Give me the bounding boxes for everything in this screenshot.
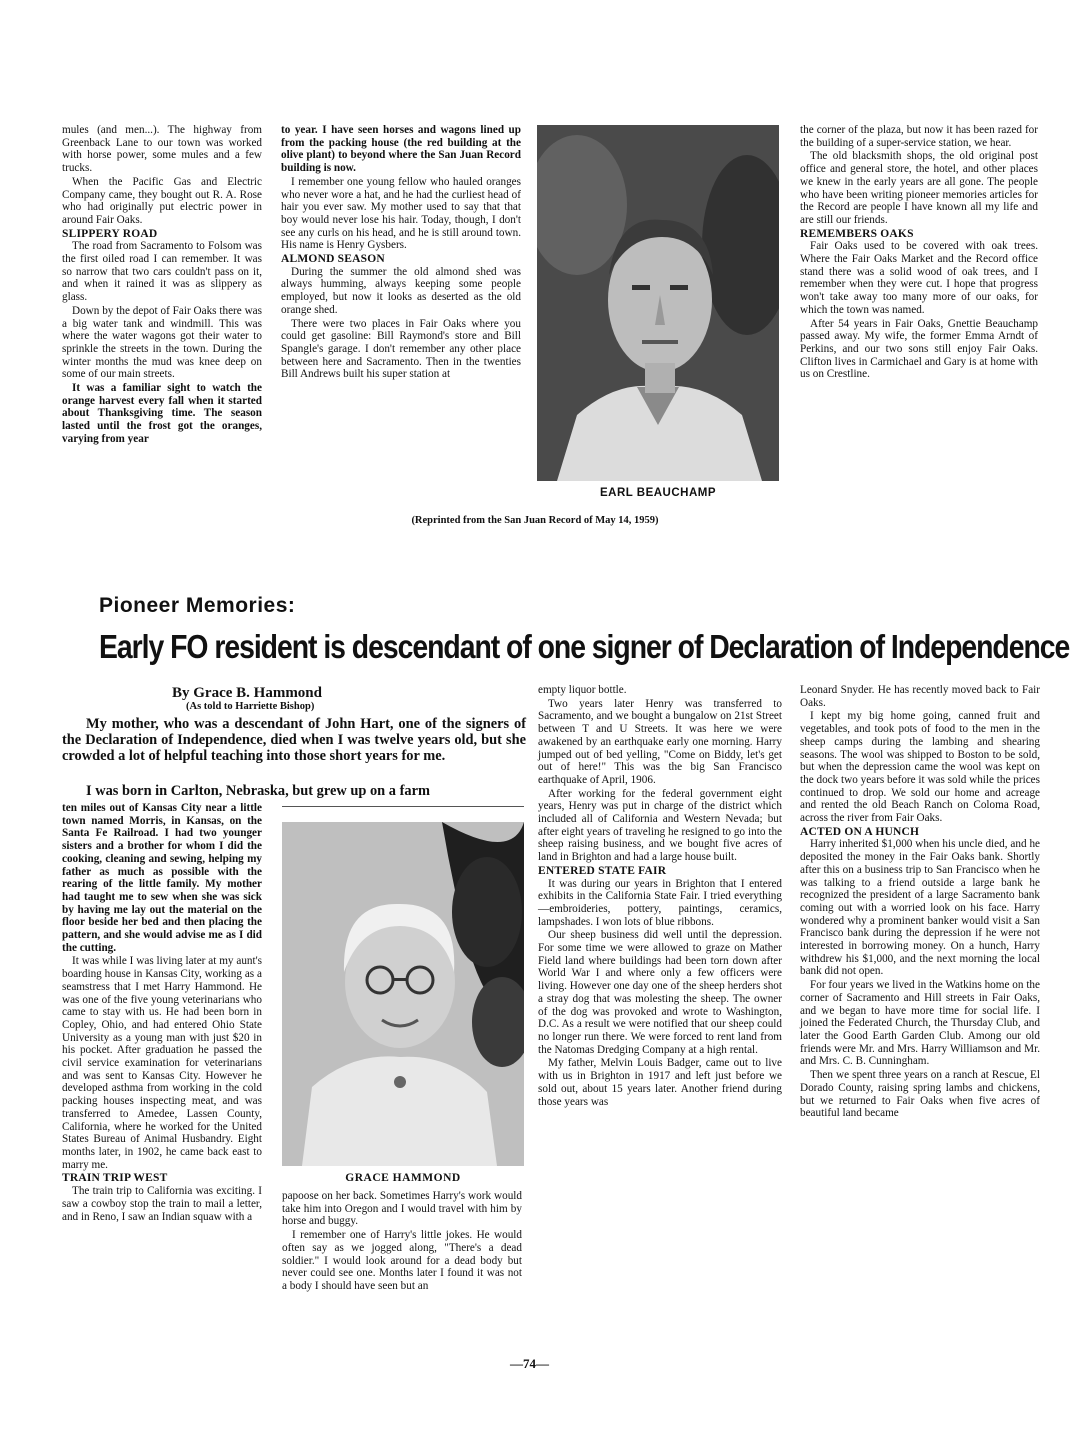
paragraph: After 54 years in Fair Oaks, Gnettie Beauchamp passed away. My wife, the former Emma Arndt of Perkins, and our two sons still enjoy Fair Oaks. Clifton lives in Carmichael and Gary is at home with us on Crestline. xyxy=(800,317,1038,381)
intro-paragraph-1: My mother, who was a descendant of John Hart, one of the signers of the Declaration of Independence, died when I was twelve years old, but she crowded a lot of helpful teaching into those short years for me. xyxy=(62,716,526,764)
bottom-column-2 xyxy=(282,1190,522,1294)
paragraph: Down by the depot of Fair Oaks there was a big water tank and windmill. This was where the water wagons got their water to sprinkle the streets in the town. During the winter months the mud was knee deep on some of our main streets. xyxy=(62,304,262,381)
portrait-man-icon xyxy=(537,125,779,481)
top-column-2 xyxy=(281,124,521,382)
paragraph: Leonard Snyder. He has recently moved back to Fair Oaks. xyxy=(800,684,1040,709)
section-heading: SLIPPERY ROAD xyxy=(62,227,158,240)
earl-beauchamp-photo xyxy=(537,125,779,481)
section-heading: TRAIN TRIP WEST xyxy=(62,1172,168,1185)
paragraph: papoose on her back. Sometimes Harry's work would take him into Oregon and I would travel with him by horse and buggy. xyxy=(282,1190,522,1228)
paragraph: The road from Sacramento to Folsom was the first oiled road I can remember. It was so narrow that two cars couldn't pass on it, and when it rained it was as slippery as glass. xyxy=(62,240,262,304)
as-told-credit: (As told to Harriette Bishop) xyxy=(186,701,315,712)
section-heading: ALMOND SEASON xyxy=(281,253,385,266)
paragraph: I remember one of Harry's little jokes. He would often say as we jogged along, "There's a dead soldier." I would look around for a dead body but never could see one. Months later I found it was not a body I should have seen but an xyxy=(282,1229,522,1292)
paragraph: My father, Melvin Louis Badger, came out to live with us in Brighton in 1917 and left just before we sold out, about 15 years later. Another friend during those years was xyxy=(538,1057,782,1108)
bottom-column-1 xyxy=(62,802,262,1224)
paragraph: Fair Oaks used to be covered with oak trees. Where the Fair Oaks Market and the Record office stand there was a solid wood of oak trees, and I remember when they were cut. I hope that progress won't take away too many more of our oaks, for which the town was named. xyxy=(800,240,1038,316)
paragraph: Our sheep business did well until the depression. For some time we were allowed to graze on Mather Field land where buildings had been torn down after World War I and where only a few officers were living. However one day one of the sheep herders shot a stray dog that was molesting the sheep. The owner of the dog was provoked and wrote to Washington, D.C. As a result we were notified that our sheep could no longer run there. We were forced to rent land from the Natomas Dredging Company at a high rental. xyxy=(538,929,782,1056)
section-heading: ACTED ON A HUNCH xyxy=(800,825,920,838)
grace-hammond-caption: GRACE HAMMOND xyxy=(345,1172,461,1184)
paragraph: I remember one young fellow who hauled oranges who never wore a hat, and he had the curliest head of hair you ever saw. My mother used to say that that boy would never lose his hair. Today, though, I don't see any curls on his head, and he is still around town. His name is Henry Gysbers. xyxy=(281,175,521,252)
bottom-column-3 xyxy=(538,684,782,1109)
top-column-1 xyxy=(62,124,262,447)
paragraph: It was a familiar sight to watch the orange harvest every fall when it started about Thanksgiving time. The season lasted until the frost got the oranges, varying from year xyxy=(62,382,262,445)
paragraph: mules (and men...). The highway from Greenback Lane to our town was worked with horse power, some mules and a few trucks. xyxy=(62,124,262,175)
grace-hammond-photo xyxy=(282,822,524,1166)
paragraph: After working for the federal government eight years, Henry was put in charge of the district which included all of California and Western Nevada; but after eight years of traveling he resigned to go into the sheep raising business, and we bought five acres of land in Brighton and had a large house built. xyxy=(538,787,782,864)
page-number: —74— xyxy=(510,1356,549,1371)
paragraph: During the summer the old almond shed was always humming, always keeping some people employed, but now it looks as deserted as the old orange shed. xyxy=(281,265,521,316)
section-heading: ENTERED STATE FAIR xyxy=(538,864,667,877)
paragraph: to year. I have seen horses and wagons lined up from the packing house (the red building at the olive plant) to beyond where the San Juan Record building is now. xyxy=(281,124,521,175)
paragraph: Harry inherited $1,000 when his uncle died, and he deposited the money in the Fair Oaks bank. Shortly after this on a business trip to San Francisco when he was talking to a friend outside a large bank he recognized the president of a large Sacramento bank coming out with a worried look on his face. Harry wondered why a prominent banker would visit a San Francisco bank during the depression if he were not interested in borrowing money. On a hunch, Harry withdrew his $1,000, and the next morning the local bank did not open. xyxy=(800,838,1040,978)
article-headline: Early FO resident is descendant of one signer of Declaration of Independence xyxy=(99,628,1070,665)
paragraph: Two years later Henry was transferred to Sacramento, and we bought a bungalow on 21st Street between T and U Streets. It was here we were awakened by an earthquake early one morning. Harry jumped out of bed yelling, "Come on Biddy, let's get out of here!" This was the big San Francisco earthquake of April, 1906. xyxy=(538,697,782,786)
intro-paragraph-2: I was born in Carlton, Nebraska, but grew up on a farm xyxy=(86,783,430,799)
paragraph: The old blacksmith shops, the old original post office and general store, the hotel, and other places we knew in the early years are all gone. The people who have been writing pioneer memories articles for the Record are people I have known all my life and are still our friends. xyxy=(800,150,1038,226)
paragraph: For four years we lived in the Watkins home on the corner of Sacramento and Hill streets in Fair Oaks, and we began to have more time for social life. I joined the Federated Church, the Thursday Club, and later the Good Earth Garden Club. Among our old friends were Mr. and Mrs. Harry Williamson and Mr. and Mrs. C. B. Cunningham. xyxy=(800,979,1040,1068)
paragraph: ten miles out of Kansas City near a little town named Morris, in Kansas, on the Santa Fe Railroad. I had two younger sisters and a brother for whom I did the cooking, cleaning and sewing, helping my father as much as possible with the rearing of the little family. My mother had taught me to sew when she was sick by having me lay out the material on the floor beside her bed and then placing the pattern, and she would advise me as I did the cutting. xyxy=(62,802,262,954)
photo-rule xyxy=(282,806,524,807)
paragraph: I kept my big home going, canned fruit and vegetables, and took pots of food to the men in the sheep camps during the lambing and shearing seasons. The wool was shipped to Boston to be sold, but when the depression came the wool was kept on the dock two years before it was sold while the prices continued to drop. We sold our home and acreage and rented the old Beach Ranch on Coloma Road, across the river from Fair Oaks. xyxy=(800,710,1040,825)
earl-beauchamp-caption: EARL BEAUCHAMP xyxy=(599,487,717,499)
section-heading: REMEMBERS OAKS xyxy=(800,227,914,240)
paragraph: When the Pacific Gas and Electric Company came, they bought out R. A. Rose who had originally put electric power in around Fair Oaks. xyxy=(62,175,262,226)
paragraph: It was while I was living later at my aunt's boarding house in Kansas City, working as a seamstress that I met Harry Hammond. He was one of the five young veterinarians who came to stay with us. He had been born in Copley, Ohio, and had entered Ohio State University as a young man with just $20 in his pocket. After graduation he passed the civil service examination for veterinarians and was sent to Kansas City. However he developed asthma from working in the cold packing houses inspecting meat, and was transferred to Amedee, Lassen County, California, where he worked for the United States Bureau of Animal Husbandry. Eight months later, in 1902, he came back east to marry me. xyxy=(62,955,262,1171)
section-kicker: Pioneer Memories: xyxy=(99,594,296,617)
byline: By Grace B. Hammond xyxy=(172,685,322,701)
paragraph: the corner of the plaza, but now it has been razed for the building of a super-service station, we hear. xyxy=(800,124,1038,149)
paragraph: Then we spent three years on a ranch at Rescue, El Dorado County, raising spring lambs and chickens, but we returned to Fair Oaks when five acres of beautiful land became xyxy=(800,1069,1040,1120)
paragraph: It was during our years in Brighton that I entered exhibits in the California State Fair. I tried everything—embroideries, pottery, paintings, ceramics, lampshades. I won lots of blue ribbons. xyxy=(538,877,782,928)
top-column-4 xyxy=(800,124,1038,382)
paragraph: The train trip to California was exciting. I saw a cowboy stop the train to mail a letter, and in Reno, I saw an Indian squaw with a xyxy=(62,1185,262,1223)
paragraph: empty liquor bottle. xyxy=(538,684,627,696)
portrait-woman-icon xyxy=(282,822,524,1166)
bottom-column-4 xyxy=(800,684,1040,1121)
reprint-note: (Reprinted from the San Juan Record of May 14, 1959) xyxy=(411,515,659,526)
paragraph: There were two places in Fair Oaks where you could get gasoline: Bill Raymond's store and Bill Spangle's garage. I don't remember any other place between here and Sacramento. Then in the twenties Bill Andrews built his super station at xyxy=(281,317,521,381)
